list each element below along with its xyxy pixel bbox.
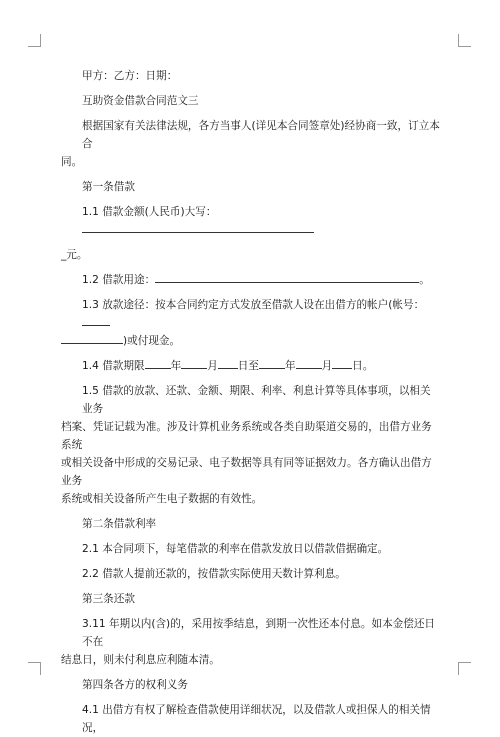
clause-1-1-tail: _元。 [61, 249, 88, 261]
article-2-heading: 第二条借款利率 [82, 518, 157, 530]
account-blank-2 [61, 333, 123, 344]
crop-mark-top-left [28, 34, 41, 47]
article-1-heading: 第一条借款 [82, 181, 135, 193]
clause-1-5-line-1: 1.5 借款的放款、还款、金额、期限、利率、利息计算等具体事项，以相关业务 [82, 385, 431, 415]
clause-1-5-line-4: 系统或相关设备所产生电子数据的有效性。 [61, 493, 263, 505]
term-month-1: 月 [207, 360, 218, 372]
clause-3-1-line-1: 3.11 年期以内(含)的，采用按季结息，到期一次性还本付息。如本金偿还日不在 [82, 618, 436, 648]
intro-line-2: 同。 [61, 156, 83, 168]
clause-2-2: 2.2 借款人提前还款的，按借款实际使用天数计算利息。 [82, 568, 346, 580]
purpose-blank [155, 272, 419, 283]
clause-1-3-end: )或付现金。 [123, 335, 181, 347]
term-year-1: 年 [170, 360, 182, 372]
term-blank-day-1 [218, 358, 238, 369]
clause-1-3-line-1 [61, 296, 441, 332]
term-blank-year-2 [259, 358, 285, 369]
clause-4-1-line-1: 4.1 出借方有权了解检查借款使用详细状况，以及借款人或担保人的相关情况， [82, 704, 431, 734]
contract-body [61, 67, 441, 737]
amount-blank [82, 222, 314, 233]
crop-mark-bottom-left [28, 662, 41, 675]
term-label: 1.4 借款期限 [82, 360, 145, 372]
term-day-1: 日至 [237, 360, 259, 372]
term-year-2: 年 [284, 360, 296, 372]
clause-1-2 [61, 271, 441, 289]
crop-mark-bottom-right [458, 662, 471, 675]
term-blank-month-2 [296, 358, 322, 369]
clause-1-2-end: 。 [419, 274, 430, 286]
clause-1-1-label: 1.1 借款金额(人民币)大写： [82, 206, 217, 218]
term-blank-day-2 [332, 358, 352, 369]
contract-title: 互助资金借款合同范文三 [82, 95, 199, 107]
clause-3-1-line-2: 结息日，则未付利息应利随本清。 [61, 654, 220, 666]
clause-2-1: 2.1 本合同项下，每笔借款的利率在借款发放日以借款借据确定。 [82, 543, 389, 555]
account-blank-1 [82, 315, 110, 326]
term-blank-year-1 [145, 358, 171, 369]
clause-1-1 [61, 203, 441, 239]
term-day-2: 日。 [352, 360, 374, 372]
clause-1-5-line-2: 档案、凭证记载为准。涉及计算机业务系统或各类自助渠道交易的，出借方业务系统 [61, 421, 432, 451]
header-line: 甲方：乙方：日期： [82, 70, 178, 82]
term-month-2: 月 [321, 360, 333, 372]
clause-1-4 [61, 357, 441, 375]
clause-1-3-text: 1.3 放款途径：按本合同约定方式发放至借款人设在出借方的帐户(帐号： [82, 299, 425, 311]
article-4-heading: 第四条各方的权利义务 [82, 679, 188, 691]
article-3-heading: 第三条还款 [82, 593, 135, 605]
crop-mark-top-right [458, 34, 471, 47]
term-blank-month-1 [181, 358, 207, 369]
intro-line-1: 根据国家有关法律法规，各方当事人(详见本合同签章处)经协商一致，订立本合 [82, 120, 440, 150]
clause-1-2-label: 1.2 借款用途： [82, 274, 156, 286]
clause-1-3-line-2 [61, 332, 441, 350]
clause-1-5-line-3: 或相关设备中形成的交易记录、电子数据等具有同等证据效力。各方确认出借方业务 [61, 457, 432, 487]
